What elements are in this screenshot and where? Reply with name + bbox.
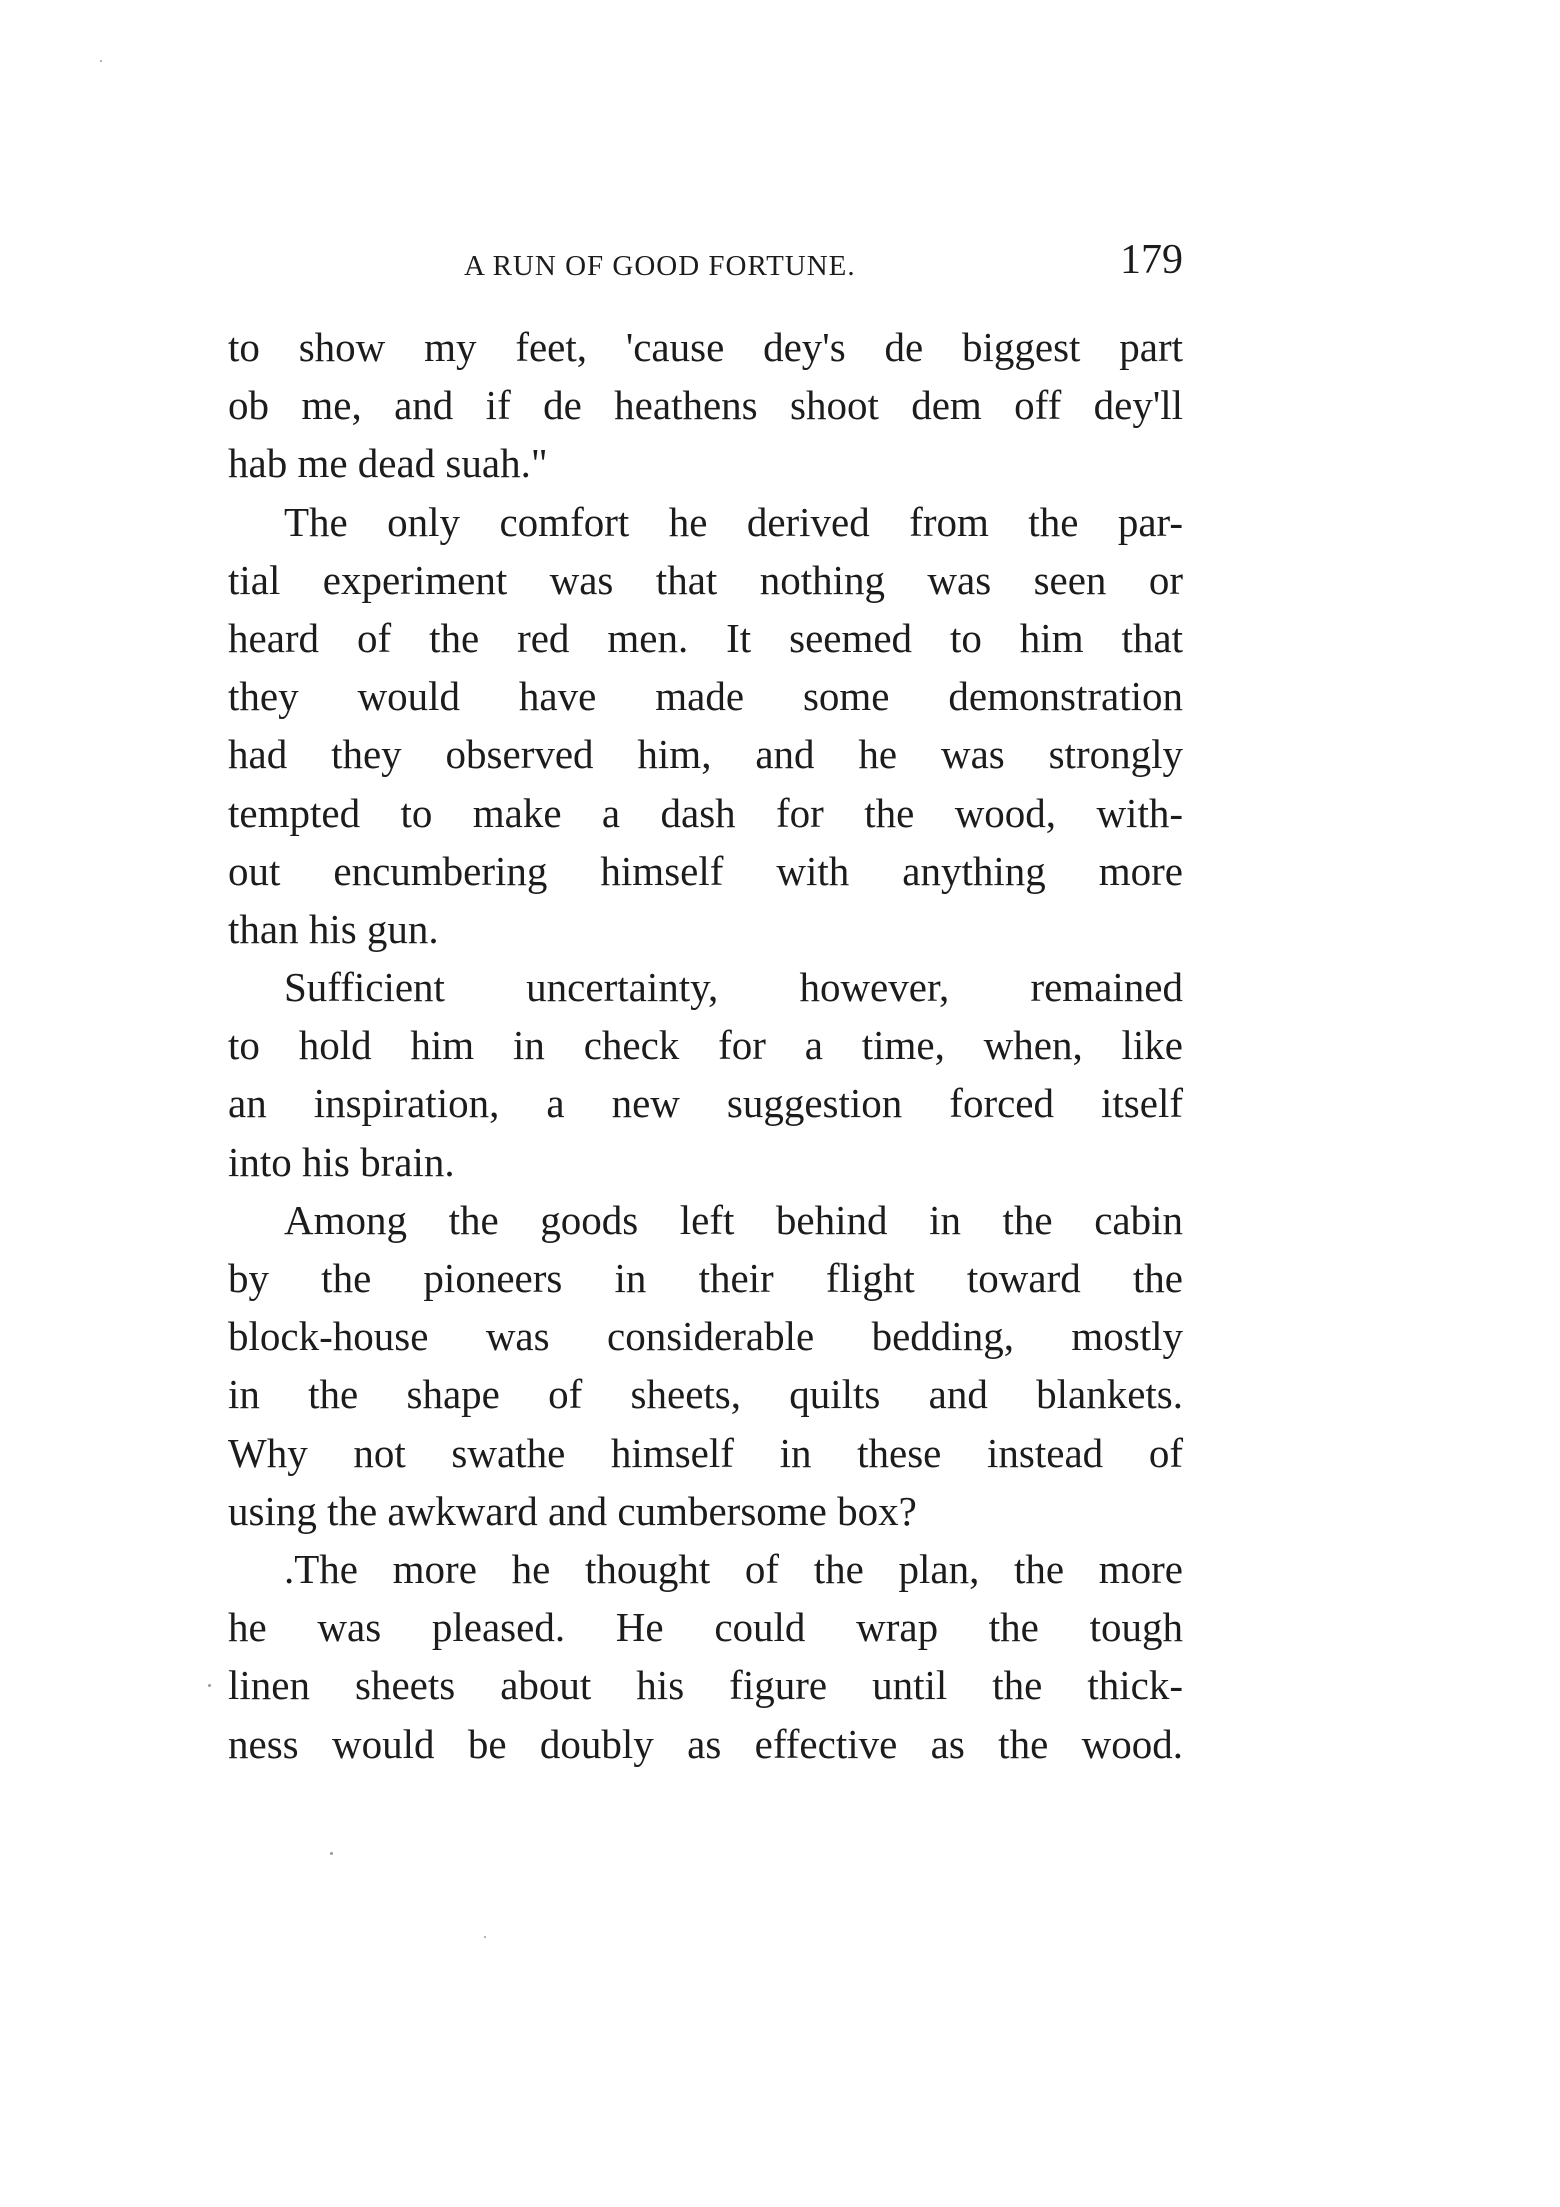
text-line: he was pleased. He could wrap the tough bbox=[228, 1604, 1183, 1651]
speck-mark bbox=[208, 1684, 211, 1687]
text-line: linen sheets about his figure until the thick- bbox=[228, 1662, 1183, 1709]
text-line: to hold him in check for a time, when, like bbox=[228, 1022, 1183, 1069]
text-line: The only comfort he derived from the par- bbox=[284, 498, 1183, 545]
speck-mark bbox=[100, 60, 102, 62]
text-line: an inspiration, a new suggestion forced itself bbox=[228, 1080, 1183, 1127]
text-line: in the shape of sheets, quilts and blankets. bbox=[228, 1371, 1183, 1418]
page-header bbox=[228, 236, 1183, 296]
text-line: had they observed him, and he was strongly bbox=[228, 731, 1183, 778]
text-line: using the awkward and cumbersome box? bbox=[228, 1487, 917, 1534]
page-number: 179 bbox=[1120, 237, 1183, 283]
body-text bbox=[228, 318, 1183, 1773]
text-line: than his gun. bbox=[228, 905, 439, 952]
text-line: tial experiment was that nothing was seen or bbox=[228, 556, 1183, 603]
text-line: ness would be doubly as effective as the wood. bbox=[228, 1720, 1183, 1767]
text-line: into his brain. bbox=[228, 1138, 455, 1185]
running-head: A RUN OF GOOD FORTUNE. bbox=[464, 250, 856, 282]
text-line: hab me dead suah." bbox=[228, 440, 548, 487]
text-line: out encumbering himself with anything more bbox=[228, 847, 1183, 894]
text-line: tempted to make a dash for the wood, with- bbox=[228, 789, 1183, 836]
text-line: Sufficient uncertainty, however, remained bbox=[284, 964, 1183, 1011]
text-line: heard of the red men. It seemed to him that bbox=[228, 614, 1183, 661]
text-line: ob me, and if de heathens shoot dem off dey'll bbox=[228, 382, 1183, 429]
text-line: Why not swathe himself in these instead of bbox=[228, 1429, 1183, 1476]
text-line: Among the goods left behind in the cabin bbox=[284, 1196, 1183, 1243]
text-line: they would have made some demonstration bbox=[228, 673, 1183, 720]
text-line: .The more he thought of the plan, the more bbox=[284, 1545, 1183, 1592]
text-line: block-house was considerable bedding, mostly bbox=[228, 1313, 1183, 1360]
text-line: by the pioneers in their flight toward the bbox=[228, 1255, 1183, 1301]
speck-mark bbox=[484, 1936, 486, 1938]
text-line: to show my feet, 'cause dey's de biggest part bbox=[228, 324, 1183, 370]
speck-mark bbox=[330, 1852, 333, 1855]
